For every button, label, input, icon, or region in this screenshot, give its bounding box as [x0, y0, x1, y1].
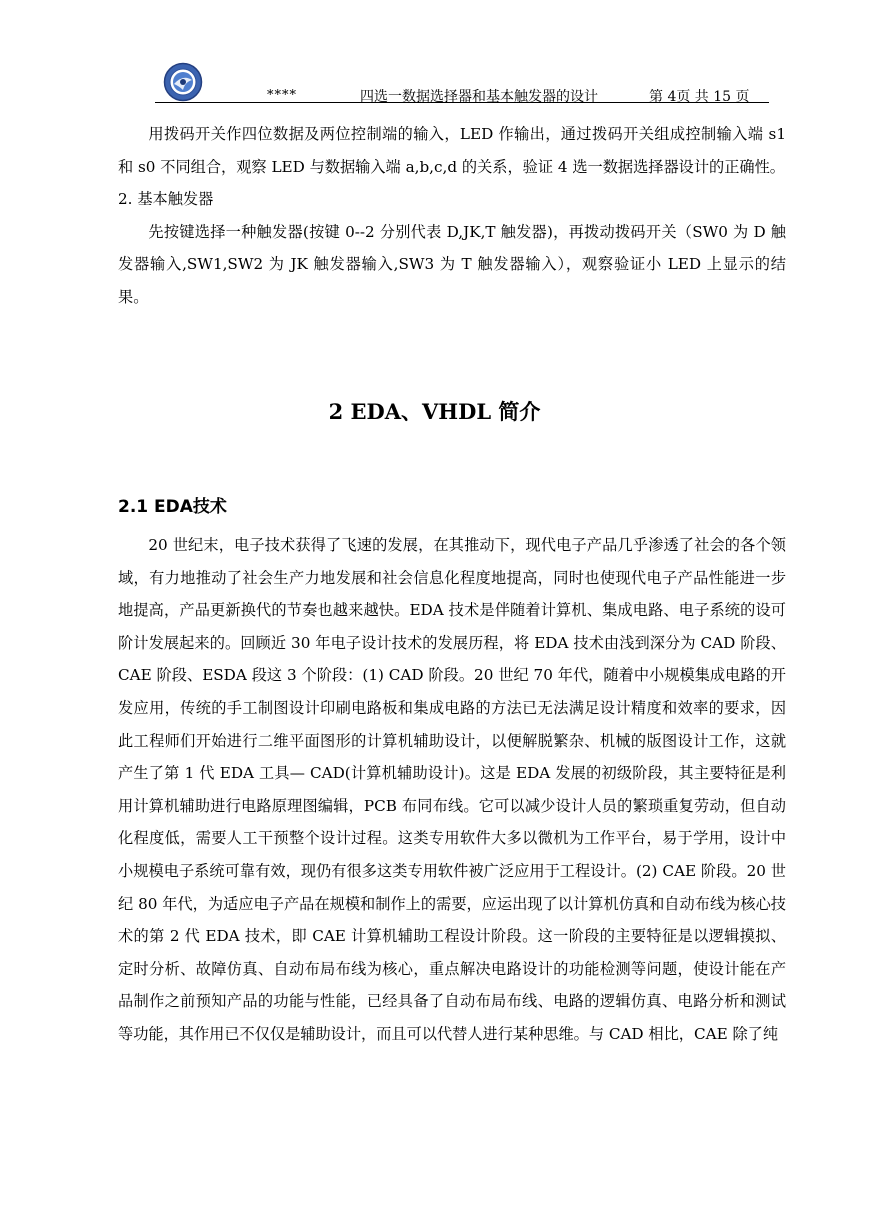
list-item-heading: 2. 基本触发器	[118, 190, 214, 209]
section-body	[118, 529, 786, 1051]
paragraph: 20 世纪末，电子技术获得了飞速的发展，在其推动下，现代电子产品几乎渗透了社会的各个领域，有力地推动了社会生产力地发展和社会信息化程度地提高，同时也使现代电子产品性能进一步地提高，产品更新换代的节奏也越来越快。EDA 技术是伴随着计算机、集成电路、电子系统的设可阶计发展起来的。回顾近 30 年电子设计技术的发展历程，将 EDA 技术由浅到深分为 CAD 阶段、CAE 阶段、ESDA 段这 3 个阶段：(1) CAD 阶段。20 世纪 70 年代，随着中小规模集成电路的开发应用，传统的手工制图设计印刷电路板和集成电路的方法已无法满足设计精度和效率的要求，因此工程师们开始进行二维平面图形的计算机辅助设计，以便解脱繁杂、机械的版图设计工作，这就产生了第 1 代 EDA 工具— CAD(计算机辅助设计)。这是 EDA 发展的初级阶段，其主要特征是利用计算机辅助进行电路原理图编辑，PCB 布同布线。它可以减少设计人员的繁琐重复劳动，但自动化程度低，需要人工干预整个设计过程。这类专用软件大多以微机为工作平台，易于学用，设计中小规模电子系统可靠有效，现仍有很多这类专用软件被广泛应用于工程设计。(2) CAE 阶段。20 世纪 80 年代，为适应电子产品在规模和制作上的需要，应运出现了以计算机仿真和自动布线为核心技术的第 2 代 EDA 技术，即 CAE 计算机辅助工程设计阶段。这一阶段的主要特征是以逻辑摸拟、定时分析、故障仿真、自动布局布线为核心，重点解决电路设计的功能检测等问题，使设计能在产品制作之前预知产品的功能与性能，已经具备了自动布局布线、电路的逻辑仿真、电路分析和测试等功能，其作用已不仅仅是辅助设计，而且可以代替人进行某种思维。与 CAD 相比，CAE 除了纯	[118, 536, 786, 1043]
paragraph: 先按键选择一种触发器(按键 0--2 分别代表 D,JK,T 触发器)，再拨动拨码开关（SW0 为 D 触发器输入,SW1,SW2 为 JK 触发器输入,SW3 为 T 触发器输入），观察验证小 LED 上显示的结果。	[118, 222, 786, 306]
chapter-title: 2 EDA、VHDL 简介	[328, 399, 541, 424]
header-page-number: 第 4页 共 15 页	[649, 89, 750, 105]
intro-block	[118, 118, 786, 314]
section-title: 2.1 EDA技术	[118, 497, 227, 517]
university-logo	[163, 62, 203, 102]
header-rule	[155, 102, 769, 103]
header-stars: ****	[267, 88, 297, 103]
header-title: 四选一数据选择器和基本触发器的设计	[360, 89, 598, 105]
paragraph: 用拨码开关作四位数据及两位控制端的输入，LED 作输出，通过拨码开关组成控制输入端 s1 和 s0 不同组合，观察 LED 与数据输入端 a,b,c,d 的关系，验证 4 选一数据选择器设计的正确性。	[118, 125, 786, 176]
page-header	[155, 62, 769, 104]
